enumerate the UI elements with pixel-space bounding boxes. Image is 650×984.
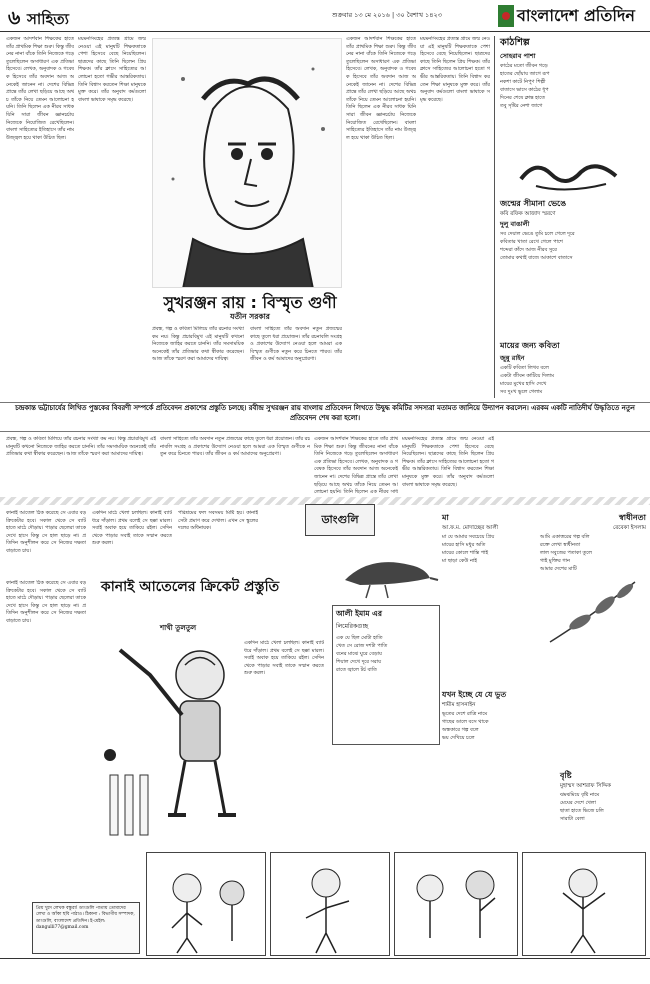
calligraphy-ornament [516,154,626,194]
lower-col3: একজন আদর্শবান শিক্ষকের হাতে তাঁর প্রাথমিক শিক্ষা শুরু। কিন্তু জীবনের নানা বাঁকে তিনি নিজেকে গড়ে তুলেছিলেন অসাধারণ এক প্রতিভা হিসেবে। লেখক, অনুবাদক ও গবেষক হিসেবে তাঁর অবদান আজ অনেকেই জানেন না। দেশের বিভিন্ন প্রান্তে তাঁর লেখা ছড়িয়ে আছে অথচ তাঁকে নিয়ে তেমন আলোচনা হয়নি। তিনি ছিলেন এক নীরব সাধ [314,436,398,494]
lower-col4: ময়মনসিংহের প্রত্যন্ত গ্রামে জন্ম নেওয়া এই মানুষটি শিক্ষকতাকে পেশা হিসেবে বেছে নিয়েছিলেন। ছাত্রদের কাছে তিনি ছিলেন প্রিয় শিক্ষক। তাঁর ক্লাসে সাহিত্যের আলোচনা হতো গভীর আন্তরিকতায়। তিনি বিশ্বাস করতেন শিক্ষা মানুষকে মুক্ত করে। তাঁর অনুবাদ কর্মগুলো বাংলা ভাষাকে সমৃদ্ধ করেছে। [402,436,494,488]
children-page-logo: ডাংগুলি [305,504,375,536]
poem5-author: মুহাম্মদ আশরাফ সিদ্দিক [560,783,612,789]
section2-title: জন্মের সীমানা ভেঙে [500,199,567,208]
lead-article-col4: বাংলা সাহিত্যে তাঁর অবদান নতুন প্রজন্মের কাছে তুলে ধরা প্রয়োজন। তাঁর রচনাবলি সংগ্রহ ও প্রকাশের উদ্যোগ নেওয়া হলে আমরা এক বিস্মৃত গুণীকে নতুন করে চিনতে পারব। তাঁর জীবন ও কর্ম আমাদের অনুপ্রেরণা। [250,326,342,363]
flag-icon [498,5,514,27]
bird-illustration [330,540,440,600]
section-name: সাহিত্য [26,10,70,28]
poem4-text: আমি একাত্তরের গল্প বলি রক্তে লেখা স্বাধীনতা লাল সবুজের পতাকা তুলে গাই মুক্তির গান আমার দেশের মাটি [540,534,593,572]
lead-article-col2: ময়মনসিংহের প্রত্যন্ত গ্রামে জন্ম নেওয়া এই মানুষটি শিক্ষকতাকে পেশা হিসেবে বেছে নিয়েছিলেন। ছাত্রদের কাছে তিনি ছিলেন প্রিয় শিক্ষক। তাঁর ক্লাসে সাহিত্যের আলোচনা হতো গভীর আন্তরিকতায়। তিনি বিশ্বাস করতেন শিক্ষা মানুষকে মুক্ত করে। তাঁর অনুবাদ কর্মগুলো বাংলা ভাষাকে সমৃদ্ধ করেছে। [78,36,146,103]
poem2-block [442,512,532,612]
column-divider [494,36,495,398]
section3-author: জুন্নু রাইন [500,354,525,362]
poem4-block [540,512,646,712]
story-col1: কানাই আতেল ঠিক করেছে সে এবার বড় ক্রিকেটার হবে। সকাল থেকে সে ব্যাট হাতে মাঠে দৌড়ায়। পাড়ার ছেলেরা তাকে দেখে হাসে কিন্তু সে হাল ছাড়ে না। প্রতিদিন অনুশীলন করে সে নিজের দক্ষতা বাড়াতে চায়। [6,510,86,554]
poem3-title: যখন ইচ্ছে যে যে ভুত [442,690,507,699]
issue-date: শুক্রবার ১৩ মে ২০১৬ | ৩০ বৈশাখ ১৪২৩ [332,11,442,19]
limerick-title: আলী ইমাম এর [336,609,382,618]
lead-article-title: সুখরঞ্জন রায় : বিস্মৃত গুণী [163,293,337,312]
story-col2: একদিন মাঠে খেলা চলছিল। কানাই ব্যাট ধরে দাঁড়াল। প্রথম বলেই সে ছক্কা মারল। সবাই অবাক হয়ে তাকিয়ে রইল। সেদিন থেকে পাড়ার সবাই তাকে সম্মান করতে শুরু করল। [92,510,172,547]
story-col4: কানাই আতেল ঠিক করেছে সে এবার বড় ক্রিকেটার হবে। সকাল থেকে সে ব্যাট হাতে মাঠে দৌড়ায়। পাড়ার ছেলেরা তাকে দেখে হাসে কিন্তু সে হাল ছাড়ে না। প্রতিদিন অনুশীলন করে সে নিজের দক্ষতা বাড়াতে চায়। [6,580,86,624]
lead-article-col3: প্রবন্ধ, গল্প ও কবিতা মিলিয়ে তাঁর রচনার সংখ্যা কম নয়। কিন্তু প্রচারবিমুখ এই মানুষটি কখনো নিজেকে জাহির করতে চাননি। তাঁর সমসাময়িক অনেকেই তাঁর প্রতিভার কথা স্বীকার করেছেন। আজ তাঁকে স্মরণ করা আমাদের দায়িত্ব। [152,326,244,363]
lower-col2: বাংলা সাহিত্যে তাঁর অবদান নতুন প্রজন্মের কাছে তুলে ধরা প্রয়োজন। তাঁর রচনাবলি সংগ্রহ ও প্রকাশের উদ্যোগ নেওয়া হলে আমরা এক বিস্মৃত গুণীকে নতুন করে চিনতে পারব। তাঁর জীবন ও কর্ম আমাদের অনুপ্রেরণা। [160,436,310,458]
comic-panel-1 [146,852,266,956]
comic-panel-4 [522,852,646,956]
poem3-text: ভূতের দেশে রাত্রি নামে গাছের ডালে বসে থাকে অন্ধকারে গল্প বলে ভয় দেখিয়ে চলে [442,711,489,741]
poem5-block [560,770,646,850]
limerick-subtitle: লিমেরিকগুচ্ছ [336,623,369,630]
story-title: কানাই আতেলের ক্রিকেট প্রস্তুতি [100,579,280,595]
comic-panel-3 [394,852,518,956]
story-col3: পরিশ্রমের ফল সবসময় মিষ্টি হয়। কানাই সেটা প্রমাণ করে দেখাল। এখন সে স্কুলের দলের অধিনায়ক। [178,510,258,532]
story-author: শাখী তুলতুল [160,623,197,632]
section2-subtitle: কবি রফিক আজাদ স্মরণে [500,211,556,217]
page-footer [0,958,650,982]
section1-title: কাঠশিল্প [500,37,530,48]
page-number: ৬ সাহিত্য [8,7,70,29]
comic-panel-2 [270,852,390,956]
poem5-title: বৃষ্টি [560,771,572,780]
masthead [498,3,635,29]
poem2-text: মা যে আমার সবচেয়ে প্রিয় মায়ের হাসি মধুর অতি মায়ের কোলে শান্তি পাই মা ছাড়া কেউ নাই [442,534,495,564]
section1-poem: কাঠের মতো জীবন গড়ে হাতের ছোঁয়ায় জাগে রূপ নকশা কাটে নিপুণ শিল্পী বাতাসে ভাসে কাঠের ধূপ দিনের শেষে ক্লান্ত হাতে তবু সৃষ্টির নেশা জাগে [500,63,550,109]
poem4-title: স্বাধীনতা [618,513,646,522]
leaf-ornament [540,577,640,647]
section2-poem: সব দেয়াল ভেঙে তুমি চলে গেলে দূরে কবিতার খাতা রেখে গেলে পাশে শব্দেরা কাঁদে আজ নীরব সুরে তোমার কথাই বাজে আকাশে বাতাসে [500,231,575,261]
lead-article-col6: ময়মনসিংহের প্রত্যন্ত গ্রামে জন্ম নেওয়া এই মানুষটি শিক্ষকতাকে পেশা হিসেবে বেছে নিয়েছিলেন। ছাত্রদের কাছে তিনি ছিলেন প্রিয় শিক্ষক। তাঁর ক্লাসে সাহিত্যের আলোচনা হতো গভীর আন্তরিকতায়। তিনি বিশ্বাস করতেন শিক্ষা মানুষকে মুক্ত করে। তাঁর অনুবাদ কর্মগুলো বাংলা ভাষাকে সমৃদ্ধ করেছে। [420,36,490,103]
limerick-box [332,605,440,745]
poem4-author: রেবেকা ইসলাম [613,525,646,531]
band-notice: চন্দ্রকান্ত ভট্টাচার্যের লিখিত পুস্তকের বিবরণী সম্পর্কে প্রতিবেদন প্রকাশের প্রস্তুতি চলছে। রবীন্দ্র সুখরঞ্জন রায় বাংলায় প্রতিবেদন লিখতে উদ্বুদ্ধ কমিটির সদস্যরা মতামত জানিয়ে উদ্যাপন করলেন। এরকম একটি নাতিদীর্ঘ উদ্ধৃতিতে নতুন প্রতিবেদন শেষ করা হলো। [0,402,650,432]
contact-info-box: প্রিয় খুদে লেখক বন্ধুরা! ডাংগুলি পাতায় তোমাদের লেখা ও আঁকা ছবি পাঠাও। ঠিকানা : বিভাগীয় সম্পাদক, ডাংগুলি, বাংলাদেশ প্রতিদিন। ই-মেইল: dangulli77@gmail.com [32,902,140,954]
limerick-text: এক যে ছিল মোটা হাতি খেত সে রোজ দশটা পাতি বনের মাঝে ঘুরে বেড়ায় শিয়াল দেখে দূরে সরায় রাতে জ্বালে টর্চ বাতি [336,635,388,673]
portrait-illustration [153,39,342,288]
page-header [0,0,650,32]
lower-col1: প্রবন্ধ, গল্প ও কবিতা মিলিয়ে তাঁর রচনার সংখ্যা কম নয়। কিন্তু প্রচারবিমুখ এই মানুষটি কখনো নিজেকে জাহির করতে চাননি। তাঁর সমসাময়িক অনেকেই তাঁর প্রতিভার কথা স্বীকার করেছেন। আজ তাঁকে স্মরণ করা আমাদের দায়িত্ব। [6,436,156,458]
story-col5: একদিন মাঠে খেলা চলছিল। কানাই ব্যাট ধরে দাঁড়াল। প্রথম বলেই সে ছক্কা মারল। সবাই অবাক হয়ে তাকিয়ে রইল। সেদিন থেকে পাড়ার সবাই তাকে সম্মান করতে শুরু করল। [244,640,324,677]
section3-poem: একটি কবিতা লিখব বলে একটা জীবন কাটিয়ে দিলাম মায়ের মুখের হাসি দেখে সব দুঃখ ভুলে গেলাম [500,365,554,395]
poem2-author: আ.ফ.ম. মোদাচ্ছের আলী [442,525,499,531]
poem2-title: মা [442,513,449,522]
masthead-title: বাংলাদেশ প্রতিদিন [517,5,635,25]
section2-author: দুলু বাঙালী [500,220,530,228]
section3-title: মায়ের জন্য কবিতা [500,341,560,350]
lead-article-author: যতীন সরকার [230,312,270,321]
section1-author: সোহরাব পাশা [500,52,536,60]
poem3-author: শামীম হাসনাইন [442,702,476,708]
poem5-text: ঝমঝমিয়ে বৃষ্টি নামে মেঘের দেশে খেলা ছাতা হাতে ভিজে চলি সারাটা বেলা [560,792,604,822]
author-portrait [152,38,342,288]
right-column [500,36,645,398]
lead-article-col5: একজন আদর্শবান শিক্ষকের হাতে তাঁর প্রাথমিক শিক্ষা শুরু। কিন্তু জীবনের নানা বাঁকে তিনি নিজেকে গড়ে তুলেছিলেন অসাধারণ এক প্রতিভা হিসেবে। লেখক, অনুবাদক ও গবেষক হিসেবে তাঁর অবদান আজ অনেকেই জানেন না। দেশের বিভিন্ন প্রান্তে তাঁর লেখা ছড়িয়ে আছে অথচ তাঁকে নিয়ে তেমন আলোচনা হয়নি। তিনি ছিলেন এক নীরব সাধক যিনি সারা জীবন জ্ঞানচর্চায় নিজেকে নিয়োজিত রেখেছিলেন। বাংলা সাহিত্যের ইতিহাসে তাঁর নাম উজ্জ্বল হয়ে থাকা উচিত ছিল। [346,36,416,141]
poem3-block [442,690,538,830]
lead-article-col1: একজন আদর্শবান শিক্ষকের হাতে তাঁর প্রাথমিক শিক্ষা শুরু। কিন্তু জীবনের নানা বাঁকে তিনি নিজেকে গড়ে তুলেছিলেন অসাধারণ এক প্রতিভা হিসেবে। লেখক, অনুবাদক ও গবেষক হিসেবে তাঁর অবদান আজ অনেকেই জানেন না। দেশের বিভিন্ন প্রান্তে তাঁর লেখা ছড়িয়ে আছে অথচ তাঁকে নিয়ে তেমন আলোচনা হয়নি। তিনি ছিলেন এক নীরব সাধক যিনি সারা জীবন জ্ঞানচর্চায় নিজেকে নিয়োজিত রেখেছিলেন। বাংলা সাহিত্যের ইতিহাসে তাঁর নাম উজ্জ্বল হয়ে থাকা উচিত ছিল। [6,36,74,141]
